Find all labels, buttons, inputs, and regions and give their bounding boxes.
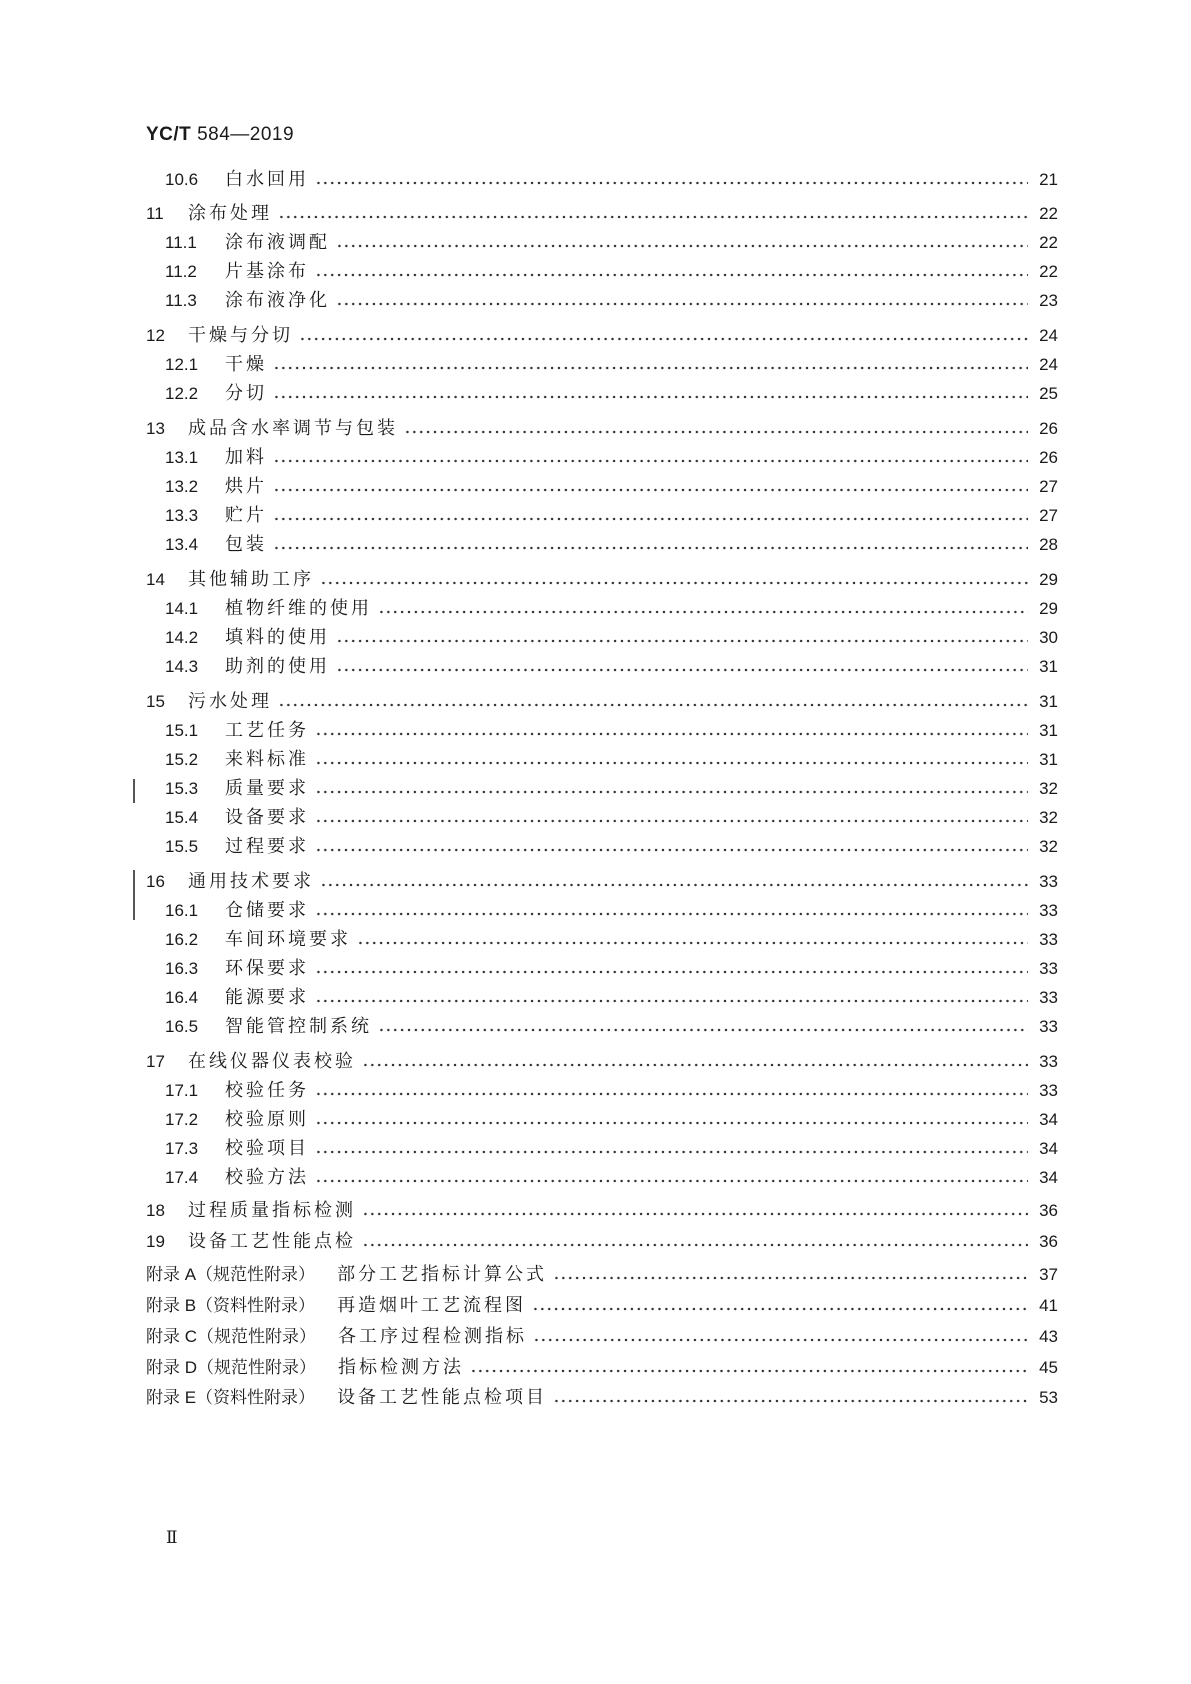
toc-entry-number: 15.1 [165, 721, 199, 740]
toc-section-entry[interactable] [165, 956, 1058, 982]
toc-section-entry[interactable] [165, 288, 1058, 314]
toc-chapter-entry[interactable] [146, 1198, 1058, 1224]
toc-section-entry[interactable] [165, 927, 1058, 953]
toc-entry-page: 32 [1039, 779, 1058, 798]
toc-entry-title: 填料的使用 [225, 627, 330, 648]
toc-section-entry[interactable] [165, 985, 1058, 1011]
toc-entry-page: 33 [1039, 959, 1058, 978]
toc-section-entry[interactable] [165, 259, 1058, 285]
toc-entry-page: 31 [1039, 692, 1058, 711]
toc-entry-title: 设备工艺性能点检 [188, 1231, 356, 1252]
toc-dot-leader [273, 459, 1028, 463]
toc-entry-title: 车间环境要求 [225, 929, 351, 950]
toc-dot-leader [278, 703, 1028, 707]
toc-appendix-entry[interactable] [146, 1385, 1058, 1411]
toc-entry-number: 附录 C（规范性附录） [146, 1327, 316, 1346]
toc-dot-leader [362, 1063, 1028, 1067]
toc-entry-title: 校验项目 [225, 1138, 309, 1159]
toc-entry-number: 12.2 [165, 384, 199, 403]
toc-chapter-entry[interactable] [146, 689, 1058, 715]
toc-entry-title: 来料标准 [225, 749, 309, 770]
page-number: Ⅱ [166, 1528, 178, 1547]
toc-entry-number: 14 [146, 570, 165, 589]
toc-appendix-entry[interactable] [146, 1324, 1058, 1350]
toc-entry-number: 13.1 [165, 448, 199, 467]
toc-entry-title: 其他辅助工序 [188, 569, 314, 590]
toc-dot-leader [315, 1150, 1028, 1154]
toc-entry-page: 31 [1039, 657, 1058, 676]
toc-entry-title: 质量要求 [225, 778, 309, 799]
toc-entry-number: 17.4 [165, 1168, 199, 1187]
toc-entry-title: 涂布液调配 [225, 232, 330, 253]
toc-entry-title: 片基涂布 [225, 261, 309, 282]
toc-entry-number: 14.1 [165, 599, 199, 618]
toc-dot-leader [315, 1179, 1028, 1183]
toc-section-entry[interactable] [165, 230, 1058, 256]
toc-entry-page: 24 [1039, 326, 1058, 345]
toc-entry-page: 36 [1039, 1201, 1058, 1220]
revision-change-bar [133, 779, 135, 803]
toc-dot-leader [315, 273, 1028, 277]
toc-chapter-entry[interactable] [146, 869, 1058, 895]
toc-entry-page: 33 [1039, 1081, 1058, 1100]
toc-entry-number: 17.1 [165, 1081, 199, 1100]
toc-dot-leader [273, 366, 1028, 370]
toc-entry-number: 11.1 [165, 233, 197, 252]
toc-entry-number: 15.3 [165, 779, 199, 798]
toc-dot-leader [378, 1028, 1028, 1032]
toc-entry-page: 21 [1039, 170, 1058, 189]
toc-entry-title: 仓储要求 [225, 900, 309, 921]
toc-dot-leader [315, 1092, 1028, 1096]
toc-dot-leader [315, 732, 1028, 736]
toc-entry-title: 智能管控制系统 [225, 1016, 372, 1037]
toc-section-entry[interactable] [165, 654, 1058, 680]
toc-dot-leader [320, 883, 1028, 887]
toc-entry-page: 45 [1039, 1358, 1058, 1377]
toc-entry-page: 29 [1039, 570, 1058, 589]
toc-section-entry[interactable] [165, 718, 1058, 744]
toc-entry-page: 27 [1039, 506, 1058, 525]
toc-section-entry[interactable] [165, 381, 1058, 407]
toc-entry-title: 植物纤维的使用 [225, 598, 372, 619]
toc-dot-leader [470, 1369, 1028, 1373]
toc-entry-page: 25 [1039, 384, 1058, 403]
toc-entry-title: 加料 [225, 447, 267, 468]
toc-dot-leader [273, 395, 1028, 399]
standard-number: 584—2019 [197, 124, 295, 145]
toc-dot-leader [362, 1212, 1028, 1216]
toc-entry-title: 分切 [225, 383, 267, 404]
toc-entry-page: 31 [1039, 721, 1058, 740]
toc-entry-page: 29 [1039, 599, 1058, 618]
toc-entry-title: 干燥 [225, 354, 267, 375]
toc-entry-number: 13 [146, 419, 165, 438]
toc-entry-title: 校验任务 [225, 1080, 309, 1101]
toc-dot-leader [357, 941, 1028, 945]
toc-dot-leader [378, 610, 1028, 614]
toc-dot-leader [320, 581, 1028, 585]
toc-entry-title: 涂布液净化 [225, 290, 330, 311]
toc-entry-page: 33 [1039, 1017, 1058, 1036]
toc-entry-page: 24 [1039, 355, 1058, 374]
toc-dot-leader [362, 1243, 1028, 1247]
toc-entry-title: 各工序过程检测指标 [338, 1326, 527, 1347]
toc-entry-number: 19 [146, 1232, 165, 1251]
toc-entry-title: 包装 [225, 534, 267, 555]
toc-entry-title: 校验方法 [225, 1167, 309, 1188]
toc-appendix-entry[interactable] [146, 1293, 1058, 1319]
toc-dot-leader [299, 337, 1028, 341]
toc-section-entry[interactable] [165, 834, 1058, 860]
toc-entry-page: 30 [1039, 628, 1058, 647]
toc-entry-title: 通用技术要求 [188, 871, 314, 892]
toc-dot-leader [315, 970, 1028, 974]
toc-dot-leader [404, 430, 1028, 434]
toc-chapter-entry[interactable] [146, 1229, 1058, 1255]
toc-entry-number: 17.2 [165, 1110, 199, 1129]
toc-dot-leader [273, 517, 1028, 521]
toc-entry-number: 附录 A（规范性附录） [146, 1265, 316, 1284]
toc-dot-leader [315, 761, 1028, 765]
toc-dot-leader [315, 999, 1028, 1003]
toc-entry-number: 14.3 [165, 657, 199, 676]
toc-section-entry[interactable] [165, 352, 1058, 378]
toc-entry-number: 16.1 [165, 901, 199, 920]
toc-entry-number: 15.2 [165, 750, 199, 769]
toc-dot-leader [315, 848, 1028, 852]
toc-entry-title: 干燥与分切 [188, 325, 293, 346]
toc-entry-page: 31 [1039, 750, 1058, 769]
toc-entry-title: 过程质量指标检测 [188, 1200, 356, 1221]
toc-entry-page: 26 [1039, 448, 1058, 467]
toc-entry-number: 16.3 [165, 959, 199, 978]
toc-entry-number: 15.4 [165, 808, 199, 827]
toc-dot-leader [315, 819, 1028, 823]
toc-chapter-entry[interactable] [146, 416, 1058, 442]
toc-dot-leader [532, 1307, 1028, 1311]
toc-entry-number: 13.2 [165, 477, 199, 496]
toc-entry-page: 32 [1039, 808, 1058, 827]
toc-entry-page: 36 [1039, 1232, 1058, 1251]
toc-entry-page: 33 [1039, 988, 1058, 1007]
toc-section-entry[interactable] [165, 805, 1058, 831]
toc-entry-number: 13.4 [165, 535, 199, 554]
toc-entry-number: 10.6 [165, 170, 199, 189]
toc-dot-leader [336, 639, 1028, 643]
toc-dot-leader [315, 1121, 1028, 1125]
toc-chapter-entry[interactable] [146, 567, 1058, 593]
toc-dot-leader [315, 790, 1028, 794]
toc-entry-title: 指标检测方法 [338, 1357, 464, 1378]
toc-entry-number: 11.3 [165, 291, 197, 310]
toc-entry-title: 部分工艺指标计算公式 [337, 1264, 548, 1285]
toc-entry-number: 16.2 [165, 930, 199, 949]
toc-section-entry[interactable] [165, 503, 1058, 529]
toc-section-entry[interactable] [165, 474, 1058, 500]
toc-entry-page: 34 [1039, 1139, 1058, 1158]
toc-section-entry[interactable] [165, 1165, 1058, 1191]
toc-entry-page: 27 [1039, 477, 1058, 496]
toc-section-entry[interactable] [165, 1014, 1058, 1040]
toc-entry-page: 37 [1039, 1265, 1058, 1284]
toc-appendix-entry[interactable] [146, 1355, 1058, 1381]
toc-entry-title: 涂布处理 [188, 203, 272, 224]
toc-entry-title: 成品含水率调节与包装 [188, 418, 398, 439]
toc-entry-title: 助剂的使用 [225, 656, 330, 677]
toc-section-entry[interactable] [165, 1078, 1058, 1104]
toc-entry-number: 11.2 [165, 262, 197, 281]
toc-dot-leader [336, 302, 1028, 306]
toc-dot-leader [533, 1338, 1028, 1342]
toc-chapter-entry[interactable] [146, 1049, 1058, 1075]
toc-entry-page: 32 [1039, 837, 1058, 856]
toc-entry-number: 13.3 [165, 506, 199, 525]
toc-section-entry[interactable] [165, 167, 1058, 193]
toc-entry-page: 22 [1039, 262, 1058, 281]
toc-entry-title: 烘片 [225, 476, 267, 497]
toc-dot-leader [278, 215, 1028, 219]
toc-entry-title: 贮片 [225, 505, 267, 526]
toc-dot-leader [553, 1276, 1028, 1280]
toc-entry-number: 17.3 [165, 1139, 199, 1158]
toc-entry-page: 26 [1039, 419, 1058, 438]
toc-entry-page: 53 [1039, 1388, 1058, 1407]
toc-entry-number: 15 [146, 692, 165, 711]
toc-entry-title: 环保要求 [225, 958, 309, 979]
toc-section-entry[interactable] [165, 1136, 1058, 1162]
toc-entry-page: 34 [1039, 1110, 1058, 1129]
toc-entry-page: 33 [1039, 930, 1058, 949]
toc-section-entry[interactable] [165, 1107, 1058, 1133]
toc-entry-page: 33 [1039, 1052, 1058, 1071]
toc-dot-leader [336, 244, 1028, 248]
toc-entry-title: 校验原则 [225, 1109, 309, 1130]
toc-entry-number: 附录 D（规范性附录） [146, 1358, 316, 1377]
toc-entry-page: 33 [1039, 872, 1058, 891]
toc-section-entry[interactable] [165, 747, 1058, 773]
toc-appendix-entry[interactable] [146, 1262, 1058, 1288]
toc-dot-leader [273, 546, 1028, 550]
toc-entry-number: 17 [146, 1052, 165, 1071]
toc-entry-page: 28 [1039, 535, 1058, 554]
toc-section-entry[interactable] [165, 776, 1058, 802]
toc-entry-title: 设备工艺性能点检项目 [337, 1387, 548, 1408]
toc-entry-page: 22 [1039, 233, 1058, 252]
toc-entry-page: 41 [1039, 1296, 1058, 1315]
toc-entry-page: 33 [1039, 901, 1058, 920]
toc-entry-title: 设备要求 [225, 807, 309, 828]
toc-entry-number: 11 [146, 204, 164, 223]
toc-entry-title: 在线仪器仪表校验 [188, 1051, 356, 1072]
revision-change-bar [133, 870, 135, 920]
toc-dot-leader [315, 181, 1028, 185]
toc-entry-number: 18 [146, 1201, 165, 1220]
toc-entry-page: 22 [1039, 204, 1058, 223]
toc-section-entry[interactable] [165, 898, 1058, 924]
toc-entry-title: 工艺任务 [225, 720, 309, 741]
toc-dot-leader [315, 912, 1028, 916]
toc-entry-number: 14.2 [165, 628, 199, 647]
toc-entry-title: 再造烟叶工艺流程图 [337, 1295, 527, 1316]
toc-chapter-entry[interactable] [146, 201, 1058, 227]
toc-entry-number: 12 [146, 326, 165, 345]
toc-entry-number: 16.5 [165, 1017, 199, 1036]
toc-entry-number: 16.4 [165, 988, 199, 1007]
toc-dot-leader [336, 668, 1028, 672]
toc-entry-number: 16 [146, 872, 165, 891]
toc-section-entry[interactable] [165, 532, 1058, 558]
toc-entry-title: 过程要求 [225, 836, 309, 857]
toc-entry-number: 12.1 [165, 355, 199, 374]
toc-entry-page: 23 [1039, 291, 1058, 310]
toc-entry-title: 白水回用 [225, 169, 309, 190]
toc-entry-title: 能源要求 [225, 987, 309, 1008]
toc-chapter-entry[interactable] [146, 323, 1058, 349]
toc-entry-number: 附录 E（资料性附录） [146, 1388, 316, 1407]
standard-prefix: YC/T [146, 124, 192, 145]
toc-entry-title: 污水处理 [188, 691, 272, 712]
toc-entry-number: 附录 B（资料性附录） [146, 1296, 316, 1315]
toc-entry-page: 34 [1039, 1168, 1058, 1187]
toc-section-entry[interactable] [165, 445, 1058, 471]
toc-entry-number: 15.5 [165, 837, 199, 856]
toc-section-entry[interactable] [165, 596, 1058, 622]
toc-dot-leader [553, 1399, 1028, 1403]
toc-entry-page: 43 [1039, 1327, 1058, 1346]
toc-section-entry[interactable] [165, 625, 1058, 651]
toc-dot-leader [273, 488, 1028, 492]
